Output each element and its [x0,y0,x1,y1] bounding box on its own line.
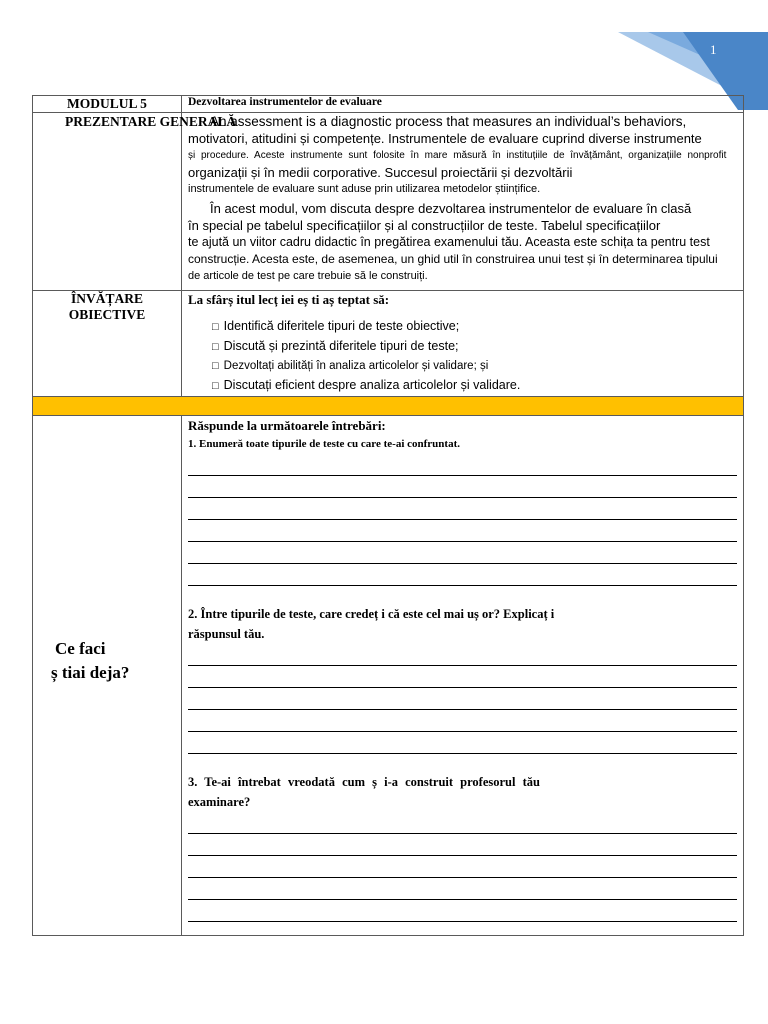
answer-lines-1 [182,454,743,586]
questions-title: Răspunde la următoarele întrebări: [188,418,386,433]
answer-lines-3 [182,812,743,922]
answer-line[interactable] [188,710,737,732]
question-2-line-1: 2. Între tipurile de teste, care credeț i că este cel mai uș or? Explicaț i [188,607,555,621]
question-2-line-2: răspunsul tău. [188,627,265,641]
answer-line[interactable] [188,812,737,834]
module-label-cell [33,96,182,113]
module-title-cell [182,96,744,113]
module-title: Dezvoltarea instrumentelor de evaluare [188,96,382,108]
overview-line: și procedure. Aceste instrumente sunt folosite în mare măsură în instituțiile de învățământ, organizațiile nonprofit [188,150,727,161]
objective-item: □ Discutați eficient despre analiza articolelor și validare. [212,376,743,396]
page-number: 1 [710,42,717,57]
answer-line[interactable] [188,476,737,498]
objective-item: □ Dezvoltați abilități în analiza articolelor și validare; și [212,357,743,376]
objectives-label-cell [33,291,182,397]
overview-line: instrumentele de evaluare sunt aduse prin utilizarea metodelor științifice. [188,183,541,195]
answer-lines-2 [182,644,743,754]
overview-label-cell [33,113,237,291]
question-1: 1. Enumeră toate tipurile de teste cu care te-ai confruntat. [188,438,460,450]
overview-line: construcție. Acesta este, de asemenea, un ghid util în construirea unui test și în determinarea tipului [188,252,718,266]
answer-line[interactable] [188,900,737,922]
answer-line[interactable] [188,856,737,878]
answer-line[interactable] [188,878,737,900]
answer-line[interactable] [188,834,737,856]
answer-line[interactable] [188,644,737,666]
overview-label: PREZENTARE GENERALĂ [65,114,237,129]
overview-line: în special pe tabelul specificațiilor și al construcțiilor de teste. Tabelul specificațiilor [188,218,661,233]
overview-text-cell [182,113,744,291]
module-label: MODULUL 5 [67,96,147,111]
overview-line: motivatori, atitudini și competențe. Instrumentele de evaluare cuprind diverse instrumente [188,131,702,146]
answer-line[interactable] [188,732,737,754]
overview-line: de articole de test pe care trebuie să le construiți. [188,270,428,282]
answer-line[interactable] [188,454,737,476]
answer-line[interactable] [188,542,737,564]
section-highlight-bar [33,397,744,416]
objective-item: □ Identifică diferitele tipuri de teste obiective; [212,317,743,337]
answer-line[interactable] [188,666,737,688]
answer-line[interactable] [188,564,737,586]
question-3-line-2: examinare? [188,795,251,809]
overview-line: În acest modul, vom discuta despre dezvoltarea instrumentelor de evaluare în clasă [210,201,692,216]
overview-line: An assessment is a diagnostic process that measures an individual’s behaviors, [210,114,687,129]
answer-line[interactable] [188,498,737,520]
overview-line: organizații și în medii corporative. Succesul proiectării și dezvoltării [188,165,573,180]
objectives-label-1: ÎNVĂȚARE [70,291,143,306]
module-table [32,95,744,936]
prior-knowledge-label-cell [33,416,182,936]
objectives-list [182,317,743,396]
answer-line[interactable] [188,688,737,710]
overview-text [182,113,743,285]
objective-item: □ Discută și prezintă diferitele tipuri de teste; [212,337,743,357]
corner-decoration [588,0,768,110]
objectives-label-2: OBIECTIVE [68,307,146,322]
prior-knowledge-label-1: Ce faci [55,638,106,658]
questions-cell [182,416,744,936]
prior-knowledge-label-2: ș tiai deja? [51,662,130,682]
question-3-line-1: 3. Te-ai întrebat vreodată cum ș i-a construit profesorul tău [188,775,540,789]
overview-line: te ajută un viitor cadru didactic în pregătirea examenului tău. Aceasta este schița ta pentru test [188,235,710,249]
objectives-heading: La sfârș itul lecț iei eș ti aș teptat să: [188,292,390,307]
answer-line[interactable] [188,520,737,542]
objectives-cell [182,291,744,397]
